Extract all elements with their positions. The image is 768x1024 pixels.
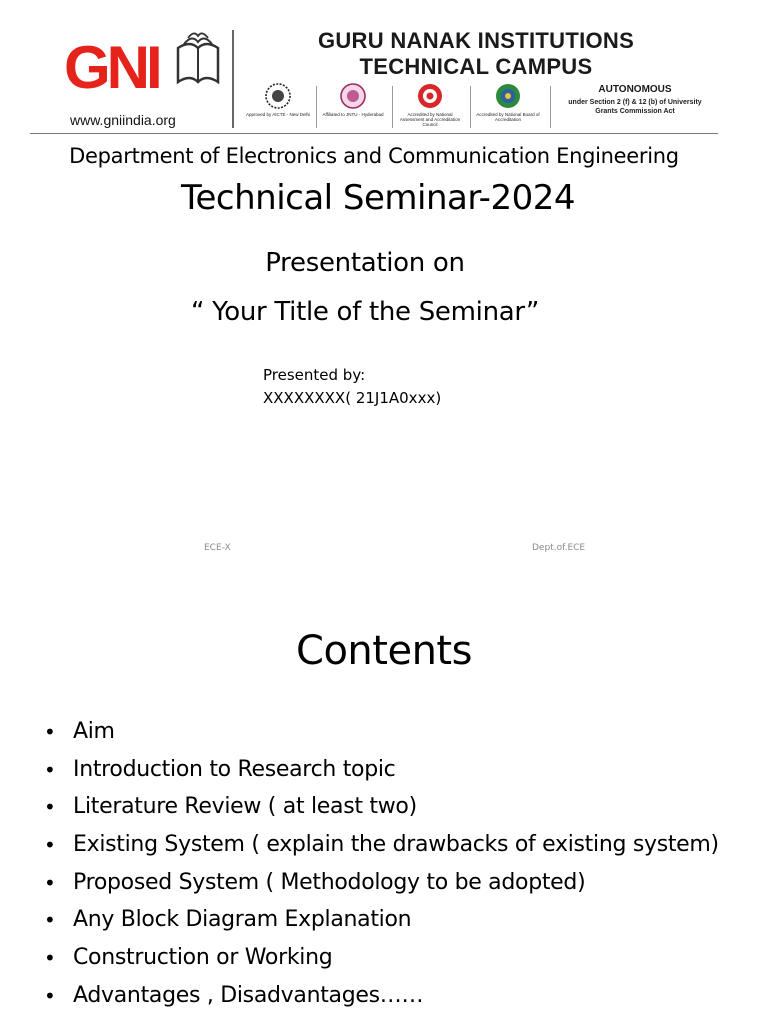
list-item-text: Advantages , Disadvantages…… (73, 982, 424, 1008)
bullet-icon: • (44, 833, 56, 858)
header-divider (232, 30, 234, 128)
list-item (44, 902, 719, 940)
seminar-heading: Technical Seminar-2024 (181, 178, 575, 218)
department-name: Department of Electronics and Communication Engineering (69, 144, 679, 168)
list-item-text: Introduction to Research topic (73, 756, 396, 782)
list-item (44, 752, 719, 790)
student-id: XXXXXXXX( 21J1A0xxx) (263, 389, 442, 407)
jntu-caption: Affiliated to JNTU - Hyderabad (322, 112, 384, 117)
list-item (44, 789, 719, 827)
bullet-icon: • (44, 908, 56, 933)
seal-divider (316, 86, 317, 128)
bullet-icon: • (44, 757, 56, 782)
header-rule (30, 133, 718, 134)
presentation-on-label: Presentation on (265, 248, 465, 278)
list-item-text: Aim (73, 719, 115, 744)
aicte-caption: Approved by AICTE - New Delhi (245, 112, 311, 117)
aicte-seal-icon (260, 82, 296, 110)
seal-divider (392, 86, 393, 128)
presented-by-label: Presented by: (263, 366, 366, 384)
footer-left: ECE-X (204, 543, 231, 553)
list-item (44, 865, 719, 903)
contents-title: Contents (296, 628, 472, 674)
jntu-seal-icon (335, 82, 371, 110)
bullet-icon: • (44, 870, 56, 895)
bullet-icon: • (44, 795, 56, 820)
institution-name: GURU NANAK INSTITUTIONS TECHNICAL CAMPUS (317, 28, 635, 79)
seminar-title: “ Your Title of the Seminar” (190, 297, 540, 327)
nba-seal-icon (490, 82, 526, 110)
bullet-icon: • (44, 983, 56, 1008)
bullet-icon: • (44, 946, 56, 971)
gni-logo-text: GNI (64, 34, 159, 101)
list-item-text: Construction or Working (73, 945, 333, 971)
list-item-text: Literature Review ( at least two) (73, 794, 417, 820)
bullet-icon: • (44, 720, 56, 744)
contents-list (44, 714, 719, 1016)
list-item (44, 827, 719, 865)
nba-caption: Accredited by National Board of Accreditation (476, 112, 540, 122)
website-url: www.gniindia.org (70, 112, 176, 128)
institution-header (30, 24, 718, 132)
list-item (44, 940, 719, 978)
seal-divider (550, 86, 551, 128)
list-item (44, 978, 719, 1016)
seal-divider (470, 86, 471, 128)
autonomous-subtitle: under Section 2 (f) & 12 (b) of University Grants Commission Act (568, 99, 702, 115)
list-item-text: Any Block Diagram Explanation (73, 907, 412, 933)
naac-caption: Accredited by National Assessment and Accreditation Council (399, 112, 461, 127)
list-item (44, 714, 719, 752)
footer-right: Dept.of.ECE (532, 543, 586, 553)
naac-seal-icon (412, 82, 448, 110)
autonomous-label: AUTONOMOUS (598, 84, 672, 95)
book-icon (168, 30, 228, 86)
gni-logo (64, 30, 234, 134)
list-item-text: Existing System ( explain the drawbacks of existing system) (73, 832, 719, 858)
list-item-text: Proposed System ( Methodology to be adopted) (73, 869, 586, 895)
